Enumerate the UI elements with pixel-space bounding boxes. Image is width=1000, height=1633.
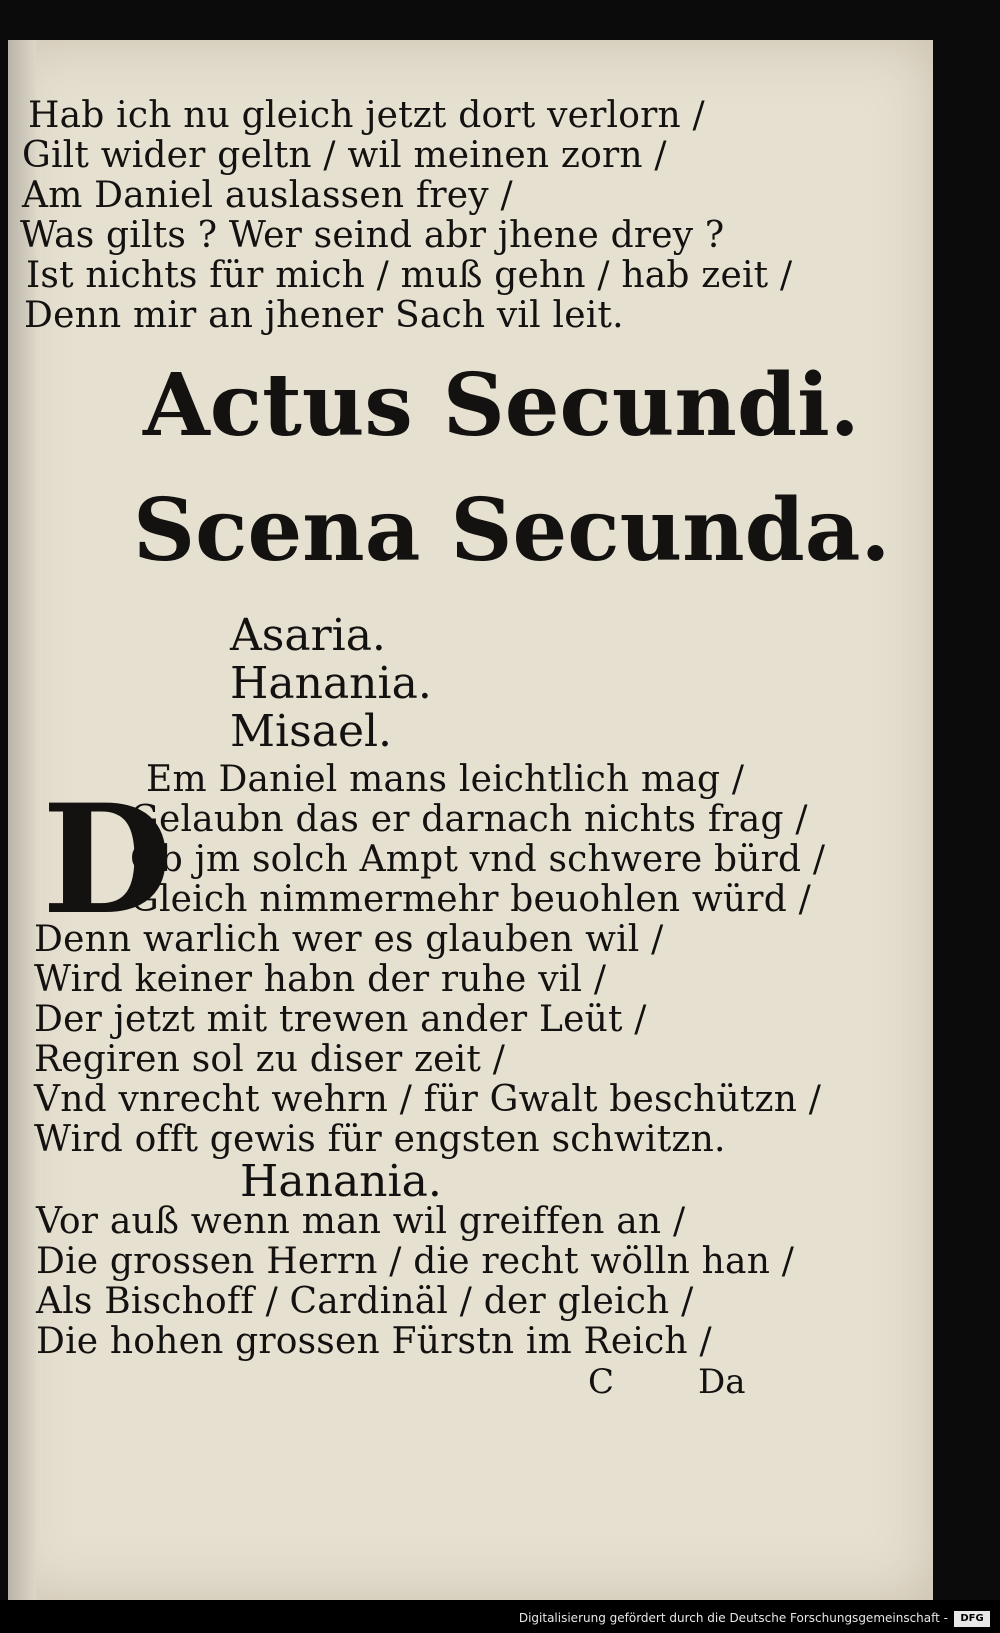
verse-line: Ist nichts für mich / muß gehn / hab zeit / — [26, 255, 793, 296]
verse-line: Gleich nimmermehr beuohlen würd / — [130, 879, 811, 920]
verse-line: Als Bischoff / Cardinäl / der gleich / — [36, 1281, 694, 1322]
signature-mark: C — [588, 1362, 615, 1402]
book-page — [8, 40, 933, 1600]
verse-line: Gelaubn das er darnach nichts frag / — [130, 799, 808, 840]
speaker-name: Misael. — [230, 706, 393, 757]
footer-credit: Digitalisierung gefördert durch die Deutsche Forschungsgemeinschaft - — [518, 1611, 948, 1625]
verse-line: Wird offt gewis für engsten schwitzn. — [34, 1119, 726, 1160]
catchword: Da — [698, 1362, 746, 1402]
speaker-name: Asaria. — [230, 610, 386, 661]
speaker-name: Hanania. — [240, 1156, 442, 1207]
verse-line: Am Daniel auslassen frey / — [22, 175, 513, 216]
verse-line: Em Daniel mans leichtlich mag / — [146, 759, 745, 800]
verse-line: Hab ich nu gleich jetzt dort verlorn / — [28, 95, 705, 136]
act-heading: Actus Secundi. — [143, 355, 860, 456]
verse-line: Vor auß wenn man wil greiffen an / — [36, 1201, 686, 1242]
verse-line: Was gilts ? Wer seind abr jhene drey ? — [20, 215, 725, 256]
verse-line: Denn warlich wer es glauben wil / — [34, 919, 664, 960]
drop-cap-initial: D — [42, 772, 173, 948]
verse-line: Der jetzt mit trewen ander Leüt / — [34, 999, 647, 1040]
verse-line: Wird keiner habn der ruhe vil / — [34, 959, 607, 1000]
verse-line: Gilt wider geltn / wil meinen zorn / — [22, 135, 667, 176]
verse-line: Ob jm solch Ampt vnd schwere bürd / — [130, 839, 826, 880]
dfg-logo: DFG — [954, 1611, 990, 1627]
verse-line: Regiren sol zu diser zeit / — [34, 1039, 506, 1080]
verse-line: Die grossen Herrn / die recht wölln han / — [36, 1241, 795, 1282]
scene-heading: Scena Secunda. — [133, 480, 891, 581]
verse-line: Die hohen grossen Fürstn im Reich / — [36, 1321, 712, 1362]
verse-line: Denn mir an jhener Sach vil leit. — [24, 295, 624, 336]
speaker-name: Hanania. — [230, 658, 432, 709]
footer-bar — [0, 1600, 1000, 1633]
verse-line: Vnd vnrecht wehrn / für Gwalt beschützn / — [34, 1079, 822, 1120]
